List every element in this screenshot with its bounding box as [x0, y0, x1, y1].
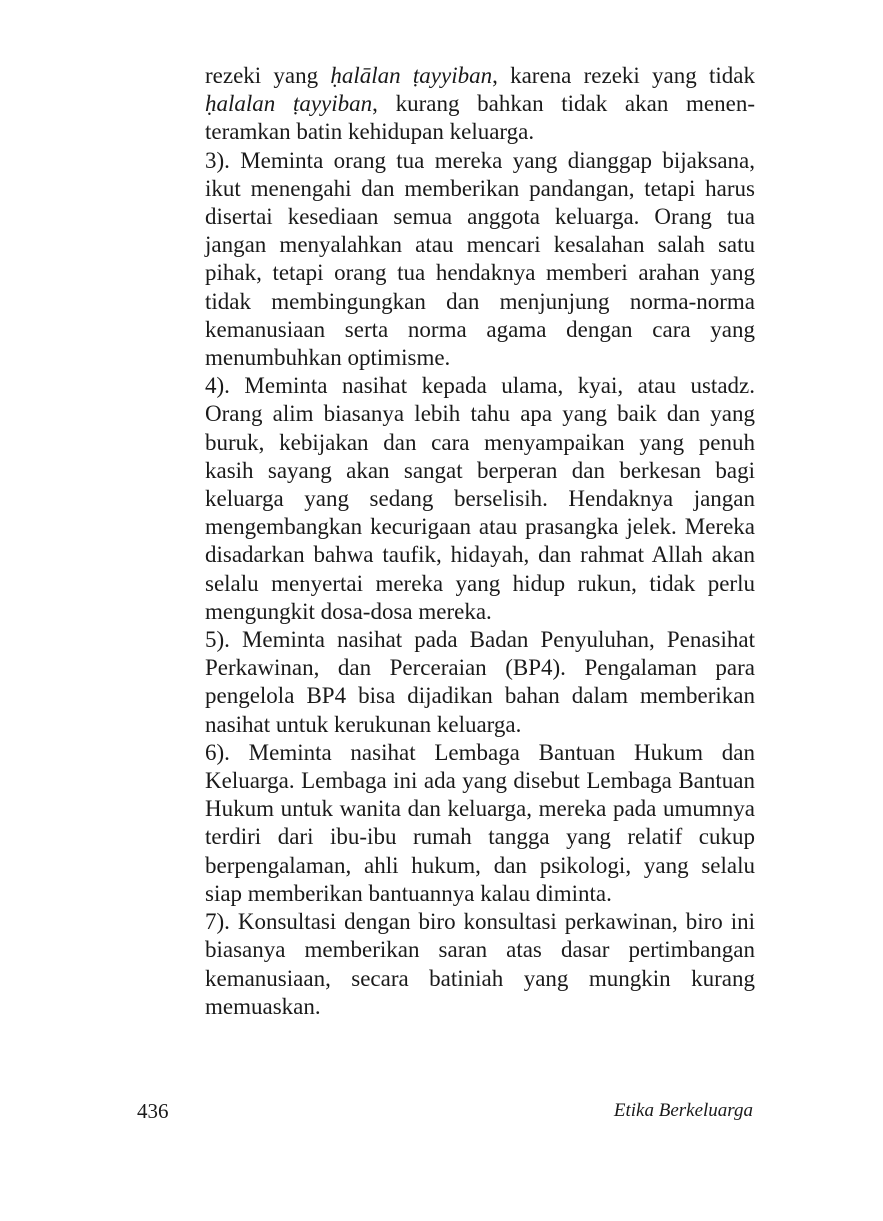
list-item-4: 4). Meminta nasihat kepada ulama, kyai, atau ustadz. Orang alim biasanya lebih tahu apa yang baik dan yang buruk, kebijakan dan cara menyampaikan yang penuh kasih sayang akan sangat berperan dan berkesan bagi keluarga yang sedang berselisih. Hendaknya jangan mengembangkan kecurigaan atau prasangka jelek. Mereka disadarkan bahwa taufik, hidayah, dan rahmat Allah akan selalu menyertai mereka yang hidup rukun, tidak perlu mengungkit dosa-dosa mereka. — [205, 373, 755, 624]
list-item-7: 7). Konsultasi dengan biro konsultasi perkawinan, biro ini biasanya memberikan saran atas dasar pertimbangan kemanusiaan, secara batiniah yang mungkin kurang memuaskan. — [205, 909, 755, 1019]
list-item-5: 5). Meminta nasihat pada Badan Penyuluhan, Penasihat Perkawinan, dan Perceraian (BP4). Pengalaman para pengelola BP4 bisa dijadikan bahan dalam memberikan nasihat untuk kerukunan keluarga. — [205, 627, 755, 737]
list-item-3: 3). Meminta orang tua mereka yang dianggap bijaksana, ikut menengahi dan memberikan pandangan, tetapi harus disertai kesediaan semua anggota keluarga. Orang tua jangan menyalahkan atau mencari kesalahan salah satu pihak, tetapi orang tua hendaknya memberi arahan yang tidak membingungkan dan menjunjung norma-norma kemanusiaan serta norma agama dengan cara yang menumbuhkan optimisme. — [205, 147, 755, 371]
intro-paragraph — [205, 62, 755, 147]
intro-text-1: rezeki yang — [205, 63, 331, 88]
running-title: Etika Berkeluarga — [613, 1100, 753, 1121]
body-text — [205, 62, 755, 1021]
intro-text-3: , kurang bahkan tidak akan menenteramkan batin kehidupan keluarga. — [205, 91, 756, 145]
list-item-6: 6). Meminta nasihat Lembaga Bantuan Hukum dan Keluarga. Lembaga ini ada yang disebut Lembaga Bantuan Hukum untuk wanita dan keluarga, mereka pada umumnya terdiri dari ibu-ibu rumah tangga yang relatif cukup berpengalaman, ahli hukum, dan psikologi, yang selalu siap memberikan bantuannya kalau diminta. — [205, 739, 755, 906]
intro-italic-term-1: ḥalālan ṭayyiban — [330, 63, 493, 88]
page-number: 436 — [137, 1099, 169, 1123]
intro-italic-term-2: ḥalalan ṭayyiban — [205, 91, 373, 117]
intro-text-2: , karena rezeki yang tidak — [492, 63, 755, 88]
